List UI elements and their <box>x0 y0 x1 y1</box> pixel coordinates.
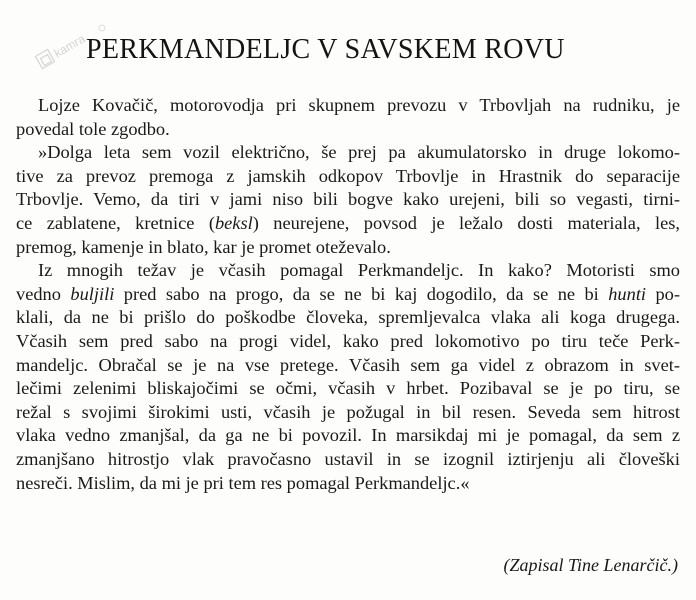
text-fragment: Iz mnogih težav je včasih pomagal Perkmandeljc. In kako? Motoristi smo <box>38 260 680 281</box>
text-line <box>16 283 680 307</box>
text-fragment: ce zablatene, kretnice ( <box>16 212 215 233</box>
text-line <box>16 259 680 283</box>
text-line <box>16 165 680 189</box>
text-line <box>16 377 680 401</box>
text-fragment: Včasih sem pred sabo na progi videl, kako pred lokomotivo po tiru teče Perk- <box>16 330 680 351</box>
text-fragment: tive za prevoz premoga z jamskih odkopov Trbovlje in Hrastnik do separacije <box>16 165 680 186</box>
text-line <box>16 212 680 236</box>
text-fragment: Trbovlje. Vemo, da tiri v jami niso bili bogve kako urejeni, bili so vegasti, tirni- <box>16 189 680 210</box>
italic-term: hunti <box>608 283 647 304</box>
text-line <box>16 188 680 212</box>
text-fragment: režal s svojimi širokimi usti, včasih je požugal in bil resen. Seveda sem hitrost <box>16 401 680 422</box>
text-line <box>16 306 680 330</box>
text-fragment: ) neurejene, povsod je ležalo dosti materiala, les, <box>252 212 680 233</box>
signature: (Zapisal Tine Lenarčič.) <box>503 555 678 575</box>
text-fragment: povedal tole zgodbo. <box>16 118 170 139</box>
text-fragment: vedno <box>16 283 71 304</box>
story-text <box>16 94 680 495</box>
text-fragment: mandeljc. Obračal se je na vse pretege. Včasih sem ga videl z obrazom in svet- <box>16 354 680 375</box>
text-fragment: premog, kamenje in blato, kar je promet oteževalo. <box>16 236 391 257</box>
italic-term: buljili <box>70 283 115 304</box>
page-title: PERKMANDELJC V SAVSKEM ROVU <box>86 34 565 65</box>
text-fragment: pred sabo na progo, da se ne bi kaj dogodilo, da se ne bi <box>114 283 609 304</box>
text-line <box>16 448 680 472</box>
text-fragment: lečimi zelenimi bliskajočimi se očmi, včasih v hrbet. Pozibaval se je po tiru, se <box>16 378 680 399</box>
text-fragment: Lojze Kovačič, motorovodja pri skupnem prevozu v Trbovljah na rudniku, je <box>38 95 680 115</box>
text-fragment: klali, da ne bi prišlo do poškodbe človeka, spremljevalca vlaka ali koga drugega. <box>16 307 680 328</box>
text-fragment: vlaka vedno zmanjšal, da ga ne bi povozil. In marsikdaj mi je pomagal, da sem z <box>16 425 680 446</box>
text-line <box>16 330 680 354</box>
text-line <box>16 94 680 118</box>
text-line <box>16 424 680 448</box>
text-line <box>16 141 680 165</box>
italic-term: beksl <box>214 212 253 233</box>
text-fragment: zmanjšano hitrostjo vlak pravočasno ustavil in se izognil iztirjenju ali človeški <box>16 448 680 469</box>
svg-text:kamra: kamra <box>51 31 88 61</box>
text-fragment: nesreči. Mislim, da mi je pri tem res pomagal Perkmandeljc.« <box>16 472 470 493</box>
text-line <box>16 236 680 260</box>
text-line <box>16 118 680 142</box>
text-line <box>16 472 680 496</box>
text-fragment: »Dolga leta sem vozil električno, še prej pa akumulatorsko in druge lokomo- <box>38 142 680 163</box>
text-fragment: po- <box>646 283 680 304</box>
text-line <box>16 354 680 378</box>
text-line <box>16 401 680 425</box>
